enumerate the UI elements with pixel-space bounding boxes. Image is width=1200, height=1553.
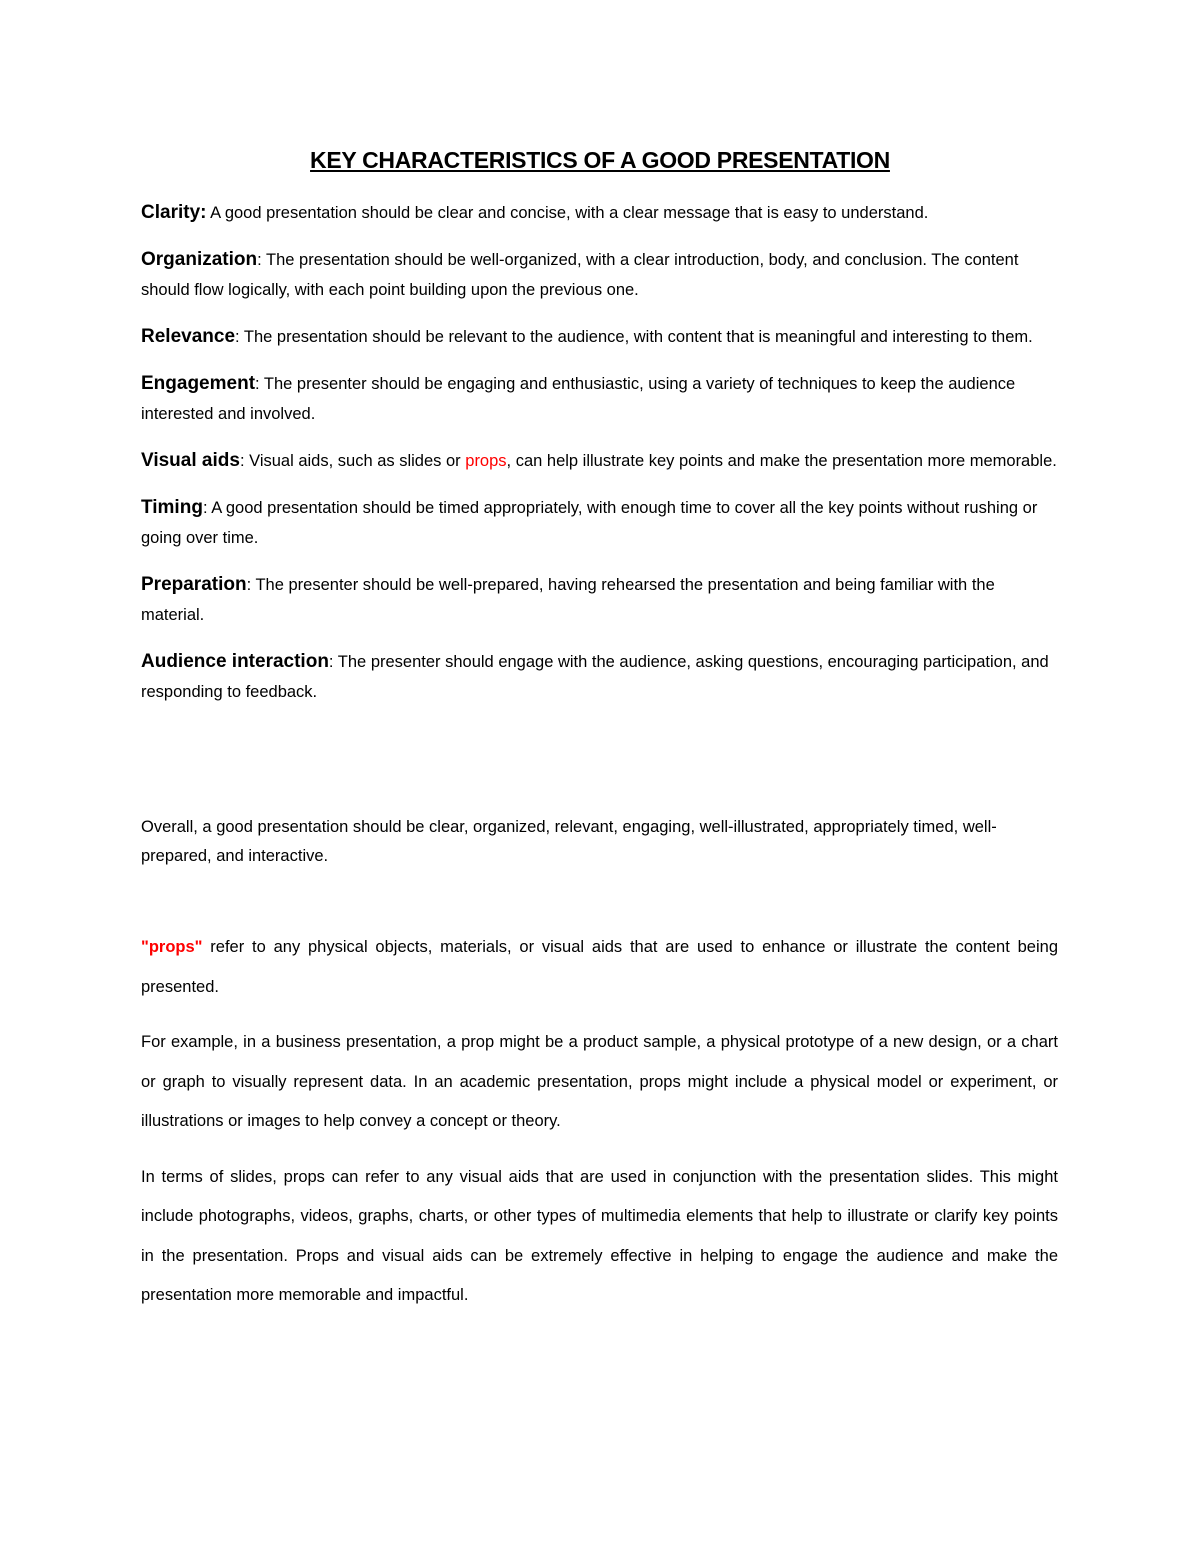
example-paragraph: For example, in a business presentation, a prop might be a product sample, a physical prototype of a new design, or a chart or graph to visually represent data. In an academic presentation, props might include a physical model or experiment, or illustrations or images to help convey a concept or theory. <box>141 1033 1058 1130</box>
item-term: Timing <box>141 497 203 518</box>
props-definition-paragraph <box>141 928 1058 1007</box>
item-colon: : <box>328 653 334 671</box>
list-item-relevance <box>141 322 1061 352</box>
props-definition: refer to any physical objects, materials, or visual aids that are used to enhance or illustrate the content being presented. <box>141 938 1058 996</box>
summary-paragraph: Overall, a good presentation should be clear, organized, relevant, engaging, well-illustrated, appropriately timed, well-prepared, and interactive. <box>141 818 997 865</box>
list-item-visual-aids <box>141 446 1061 476</box>
item-text-after: , can help illustrate key points and make the presentation more memorable. <box>506 452 1057 470</box>
props-term: "props" <box>141 938 203 956</box>
item-colon: : <box>239 452 245 470</box>
list-item-clarity <box>141 198 1061 228</box>
item-colon: : <box>235 328 240 346</box>
list-item-organization <box>141 245 1061 305</box>
item-text: A good presentation should be clear and concise, with a clear message that is easy to understand. <box>206 204 929 222</box>
item-term: Preparation <box>141 574 247 595</box>
item-term: Visual aids <box>141 450 240 471</box>
list-item-engagement <box>141 369 1061 429</box>
item-text: The presenter should engage with the audience, asking questions, encouraging participation, and responding to feedback. <box>141 653 1049 701</box>
item-term: Organization <box>141 249 258 270</box>
item-colon: : <box>246 576 252 594</box>
item-colon: : <box>202 499 208 517</box>
list-item-preparation <box>141 570 1061 630</box>
item-term: Audience interaction <box>141 651 329 672</box>
props-notes <box>141 928 1058 1332</box>
item-term: Relevance <box>141 326 236 347</box>
item-text: The presentation should be well-organized, with a clear introduction, body, and conclusion. The content should flow logically, with each point building upon the previous one. <box>141 251 1019 299</box>
list-item-audience-interaction <box>141 647 1061 707</box>
item-text: The presenter should be well-prepared, having rehearsed the presentation and being familiar with the material. <box>141 576 995 624</box>
list-item-timing <box>141 493 1061 553</box>
slides-paragraph: In terms of slides, props can refer to any visual aids that are used in conjunction with the presentation slides. This might include photographs, videos, graphs, charts, or other types of multimedia elements that help to illustrate or clarify key points in the presentation. Props and visual aids can be extremely effective in helping to engage the audience and make the presentation more memorable and impactful. <box>141 1167 1058 1304</box>
item-text: The presenter should be engaging and enthusiastic, using a variety of techniques to keep the audience interested and involved. <box>141 375 1016 423</box>
item-term: Engagement <box>141 373 256 394</box>
document-title: KEY CHARACTERISTICS OF A GOOD PRESENTATION <box>310 147 890 173</box>
props-highlight: props <box>465 452 507 470</box>
item-text: A good presentation should be timed appropriately, with enough time to cover all the key points without rushing or going over time. <box>141 499 1038 547</box>
item-text-before: Visual aids, such as slides or <box>244 452 466 470</box>
item-colon: : <box>257 251 262 269</box>
item-colon: : <box>255 375 260 393</box>
item-text: The presentation should be relevant to the audience, with content that is meaningful and interesting to them. <box>239 328 1033 346</box>
characteristics-list <box>141 198 1061 724</box>
item-term: Clarity: <box>141 202 207 223</box>
